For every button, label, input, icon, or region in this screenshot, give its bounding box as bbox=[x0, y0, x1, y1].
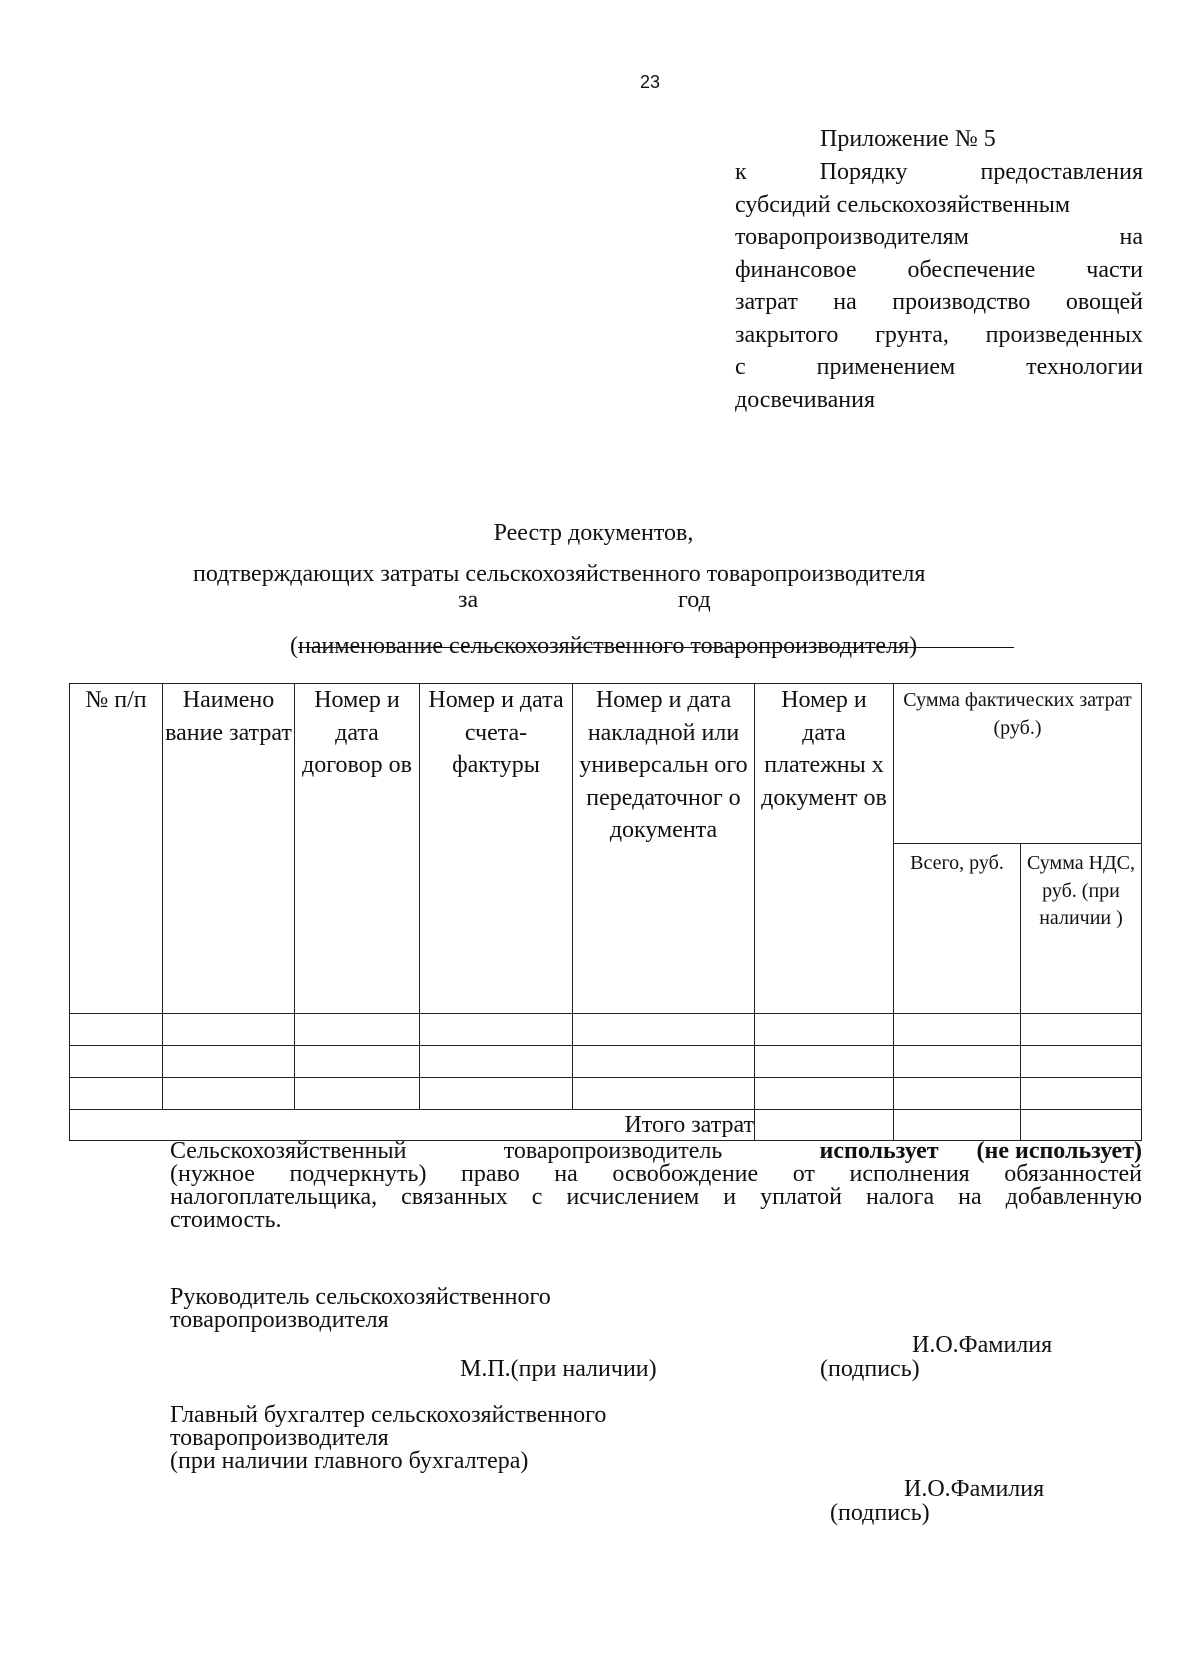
header-num: № п/п bbox=[70, 684, 163, 1014]
stamp-label: М.П.(при наличии) bbox=[460, 1356, 657, 1382]
statement-choice bbox=[820, 1140, 1142, 1163]
appendix-reference bbox=[735, 156, 1143, 416]
head-title-line: товаропроизводителя bbox=[170, 1307, 389, 1333]
table-cell[interactable] bbox=[163, 1014, 295, 1046]
accountant-name: И.О.Фамилия bbox=[904, 1476, 1045, 1502]
vat-statement bbox=[170, 1140, 1142, 1232]
table-cell[interactable] bbox=[295, 1014, 420, 1046]
header-payment: Номер и дата платежны х документ ов bbox=[755, 684, 894, 1014]
table-cell[interactable] bbox=[755, 1014, 894, 1046]
total-cell[interactable] bbox=[755, 1110, 894, 1141]
table-cell[interactable] bbox=[295, 1046, 420, 1078]
head-title-line: Руководитель сельскохозяйственного bbox=[170, 1284, 551, 1310]
statement-producer: товаропроизводитель bbox=[503, 1138, 723, 1164]
appendix-line: с применением технологии bbox=[735, 354, 1143, 380]
header-vat: Сумма НДС, руб. (при наличии ) bbox=[1021, 844, 1142, 1014]
table-row bbox=[70, 1014, 1142, 1046]
accountant-title-line: товаропроизводителя bbox=[170, 1425, 389, 1451]
table-row bbox=[70, 1046, 1142, 1078]
header-contract: Номер и дата договор ов bbox=[295, 684, 420, 1014]
registry-year-label: год bbox=[678, 587, 711, 613]
accountant-title-line: (при наличии главного бухгалтера) bbox=[170, 1448, 529, 1474]
table-cell[interactable] bbox=[755, 1078, 894, 1110]
head-signature-label: (подпись) bbox=[820, 1356, 920, 1382]
table-total-row bbox=[70, 1110, 1142, 1141]
accountant-title-line: Главный бухгалтер сельскохозяйственного bbox=[170, 1402, 607, 1428]
appendix-line: товаропроизводителям на bbox=[735, 224, 1143, 250]
registry-subtitle: подтверждающих затраты сельскохозяйственного товаропроизводителя bbox=[193, 561, 926, 587]
total-label: Итого затрат bbox=[70, 1110, 755, 1141]
page-number: 23 bbox=[639, 72, 661, 92]
table-cell[interactable] bbox=[1021, 1078, 1142, 1110]
appendix-title: Приложение № 5 bbox=[820, 126, 996, 152]
table-header-row bbox=[70, 684, 1142, 844]
statement-line-2: (нужное подчеркнуть) право на освобождение от исполнения обязанностей bbox=[170, 1161, 1142, 1187]
table-cell[interactable] bbox=[70, 1046, 163, 1078]
table-cell[interactable] bbox=[894, 1046, 1021, 1078]
table-cell[interactable] bbox=[573, 1046, 755, 1078]
table-cell[interactable] bbox=[755, 1046, 894, 1078]
table-cell[interactable] bbox=[70, 1014, 163, 1046]
total-cell[interactable] bbox=[894, 1110, 1021, 1141]
appendix-line: к Порядку предоставления bbox=[735, 159, 1143, 185]
header-total: Всего, руб. bbox=[894, 844, 1021, 1014]
table-cell[interactable] bbox=[420, 1014, 573, 1046]
header-invoice: Номер и дата счета-фактуры bbox=[420, 684, 573, 1014]
appendix-line: закрытого грунта, произведенных bbox=[735, 321, 1143, 348]
statement-line-4: стоимость. bbox=[170, 1207, 282, 1233]
registry-for-label: за bbox=[458, 587, 479, 613]
statement-subject: Сельскохозяйственный bbox=[170, 1138, 407, 1164]
total-cell[interactable] bbox=[1021, 1110, 1142, 1141]
header-cost-name: Наимено вание затрат bbox=[163, 684, 295, 1014]
accountant-title bbox=[170, 1404, 606, 1473]
table-cell[interactable] bbox=[163, 1078, 295, 1110]
table-cell[interactable] bbox=[894, 1078, 1021, 1110]
statement-line-1 bbox=[170, 1140, 1142, 1163]
table-cell[interactable] bbox=[1021, 1046, 1142, 1078]
producer-name-hint: (наименование сельскохозяйственного товаропроизводителя) bbox=[290, 633, 918, 659]
table-cell[interactable] bbox=[420, 1078, 573, 1110]
table-cell[interactable] bbox=[163, 1046, 295, 1078]
table-cell[interactable] bbox=[894, 1014, 1021, 1046]
statement-line-3: налогоплательщика, связанных с исчислением и уплатой налога на добавленную bbox=[170, 1184, 1142, 1210]
accountant-signature-label: (подпись) bbox=[830, 1500, 930, 1526]
table-cell[interactable] bbox=[70, 1078, 163, 1110]
statement-not-uses: (не использует) bbox=[976, 1138, 1142, 1164]
table-cell[interactable] bbox=[420, 1046, 573, 1078]
table-cell[interactable] bbox=[573, 1014, 755, 1046]
head-title bbox=[170, 1286, 551, 1332]
appendix-line: досвечивания bbox=[735, 386, 876, 413]
appendix-line: затрат на производство овощей bbox=[735, 289, 1143, 315]
table-cell[interactable] bbox=[573, 1078, 755, 1110]
appendix-line: субсидий сельскохозяйственным bbox=[735, 191, 1071, 218]
registry-table bbox=[69, 683, 1142, 1141]
header-waybill: Номер и дата накладной или универсальн ого передаточног о документа bbox=[573, 684, 755, 1014]
table-row bbox=[70, 1078, 1142, 1110]
statement-uses: использует bbox=[819, 1138, 939, 1164]
appendix-line: финансовое обеспечение части bbox=[735, 256, 1143, 283]
registry-title: Реестр документов, bbox=[493, 520, 694, 546]
table-cell[interactable] bbox=[1021, 1014, 1142, 1046]
head-name: И.О.Фамилия bbox=[912, 1332, 1053, 1358]
table-cell[interactable] bbox=[295, 1078, 420, 1110]
header-sum: Сумма фактических затрат (руб.) bbox=[894, 684, 1142, 844]
